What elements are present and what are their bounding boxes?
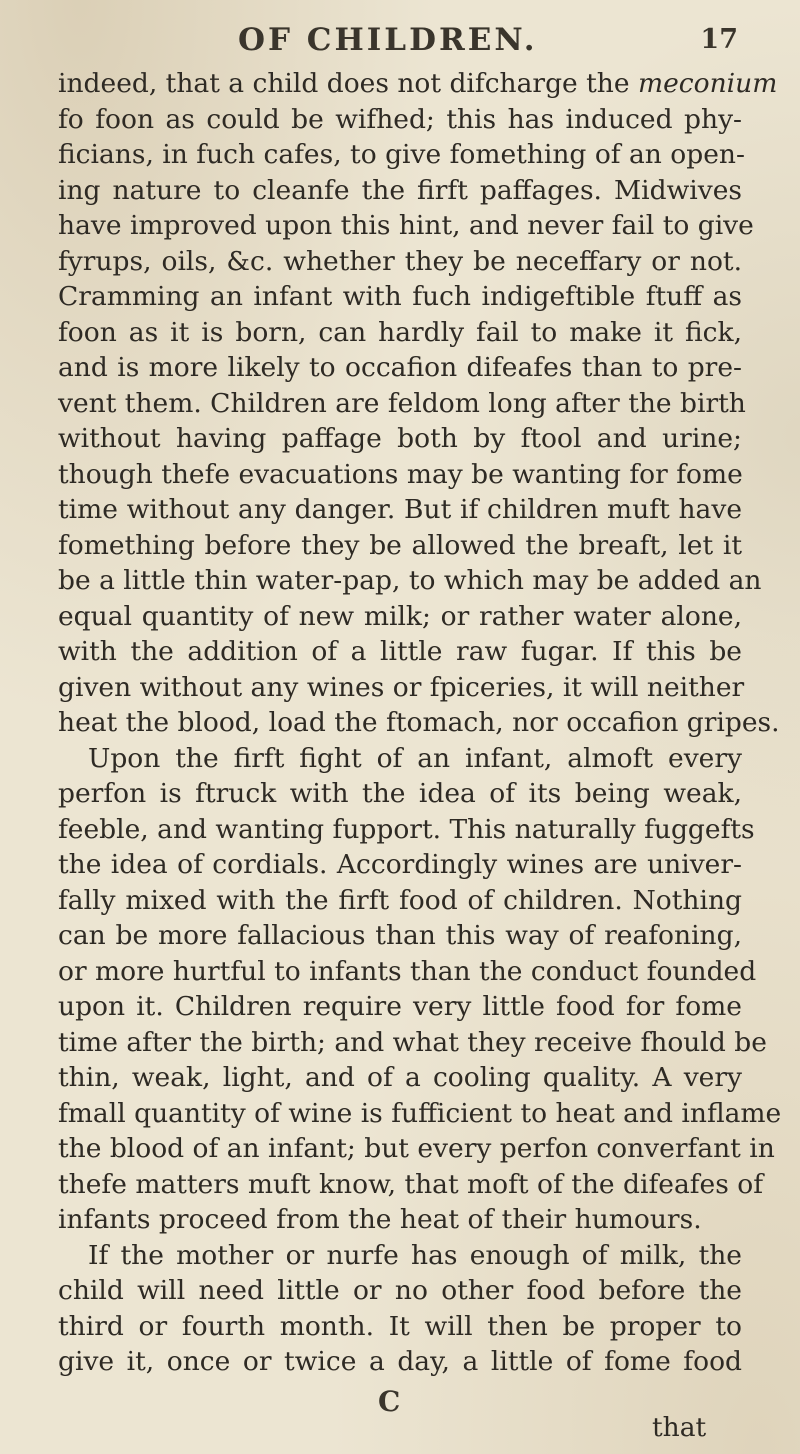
text-line: infants proceed from the heat of their humours.: [58, 1204, 702, 1235]
text-line: fomething before they be allowed the breaft, let it: [58, 529, 742, 561]
text-line: fyrups, oils, &c. whether they be neceffary or not.: [58, 245, 742, 277]
signature-mark: C: [378, 1385, 401, 1418]
text-line: Upon the firft fight of an infant, almoft every: [88, 742, 742, 774]
text-line: and is more likely to occafion difeafes than to pre-: [58, 352, 742, 383]
text-line: with the addition of a little raw fugar. If this be: [58, 636, 742, 667]
text-line: without having paffage both by ftool and urine;: [58, 423, 742, 454]
body-text: [58, 66, 782, 1380]
catchword: that: [652, 1412, 707, 1443]
text-line: heat the blood, load the ftomach, nor occafion gripes.: [58, 707, 780, 738]
text-line: ficians, in fuch cafes, to give fomething of an open-: [58, 139, 745, 170]
text-line: ing nature to cleanfe the firft paffages. Midwives: [58, 174, 742, 206]
text-line: third or fourth month. It will then be proper to: [58, 1310, 742, 1342]
text-line: vent them. Children are feldom long after the birth: [58, 387, 746, 419]
running-head: OF CHILDREN.: [238, 22, 538, 58]
text-line: though thefe evacuations may be wanting for fome: [58, 458, 743, 490]
text-line: given without any wines or fpiceries, it will neither: [58, 671, 745, 703]
text-line: upon it. Children require very little food for fome: [58, 991, 742, 1022]
page-header: [238, 22, 738, 62]
text-line: fo foon as could be wifhed; this has induced phy-: [58, 103, 742, 135]
italic-term: meconium: [637, 68, 778, 99]
text-line: have improved upon this hint, and never fail to give: [58, 210, 754, 241]
text-line: Cramming an infant with fuch indigeftible ftuff as: [58, 281, 742, 312]
page-number: 17: [700, 24, 738, 55]
text-line: time without any danger. But if children muft have: [58, 494, 742, 525]
text-line: child will need little or no other food before the: [58, 1275, 742, 1306]
text-line: feeble, and wanting fupport. This naturally fuggefts: [58, 813, 755, 845]
text-line: be a little thin water-pap, to which may be added an: [58, 565, 762, 596]
text-line: or more hurtful to infants than the conduct founded: [58, 955, 757, 987]
text-line: thin, weak, light, and of a cooling quality. A very: [58, 1062, 742, 1093]
text-line: fmall quantity of wine is fufficient to heat and inflame: [58, 1097, 782, 1129]
text-line: fally mixed with the firft food of children. Nothing: [58, 884, 742, 916]
text-line: can be more fallacious than this way of reafoning,: [58, 920, 742, 951]
text-line: give it, once or twice a day, a little of fome food: [58, 1346, 742, 1377]
text-line: the idea of cordials. Accordingly wines are univer-: [58, 849, 742, 880]
text-line: equal quantity of new milk; or rather water alone,: [58, 600, 742, 632]
text-line: time after the birth; and what they receive fhould be: [58, 1026, 767, 1058]
text-line: the blood of an infant; but every perfon converfant in: [58, 1133, 775, 1164]
text-line: If the mother or nurfe has enough of milk, the: [88, 1239, 742, 1271]
text-line: indeed, that a child does not difcharge the meconium: [58, 68, 778, 99]
text-line: perfon is ftruck with the idea of its being weak,: [58, 778, 742, 809]
text-line: thefe matters muft know, that moft of the difeafes of: [58, 1168, 764, 1200]
text-line: foon as it is born, can hardly fail to make it fick,: [58, 316, 742, 348]
